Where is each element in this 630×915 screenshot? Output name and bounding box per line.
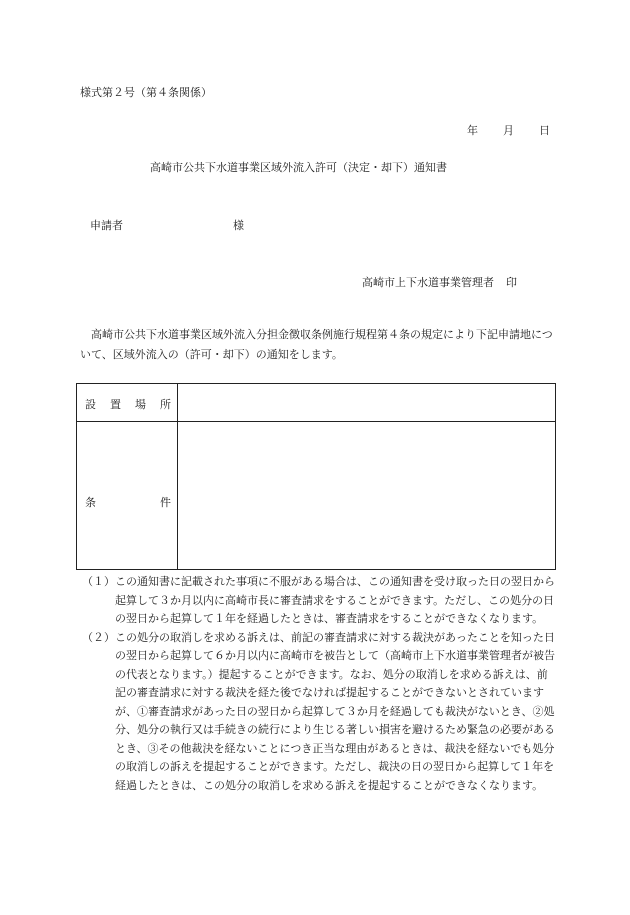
body-text: 高崎市公共下水道事業区域外流入分担金徴収条例施行規程第４条の規定により下記申請地について、区域外流入の（許可・却下）の通知をします。 bbox=[80, 328, 553, 361]
document-title: 高崎市公共下水道事業区域外流入許可（決定・却下）通知書 bbox=[150, 161, 447, 174]
form-number: 様式第２号（第４条関係） bbox=[80, 86, 212, 99]
date-day-label: 日 bbox=[539, 124, 550, 137]
conditions-label-char: 条 bbox=[85, 496, 96, 509]
table-row-divider bbox=[77, 421, 555, 422]
table-column-divider bbox=[177, 384, 178, 569]
issuer-seal: 印 bbox=[506, 276, 517, 289]
applicant-honorific: 様 bbox=[233, 219, 244, 232]
notes bbox=[82, 573, 556, 795]
date-line bbox=[467, 122, 550, 138]
location-label-char: 所 bbox=[160, 398, 171, 411]
location-label bbox=[85, 396, 171, 412]
issuer-line bbox=[362, 274, 517, 290]
applicant-line bbox=[90, 217, 244, 233]
note-text: この処分の取消しを求める訴えは、前記の審査請求に対する裁決があったことを知った日の翌日から起算して６か月以内に高崎市を被告として（高崎市上下水道事業管理者が被告の代表となります。）提起することができます。なお、処分の取消しを求める訴えは、前記の審査請求に対する裁決を経た後でなければ提起することができないとされていますが、①審査請求があった日の翌日から起算して３か月を経過しても裁決がないとき、②処分、処分の執行又は手続きの続行により生じる著しい損害を避けるため緊急の必要があるとき、③その他裁決を経ないことにつき正当な理由があるときは、裁決を経ないでも処分の取消しの訴えを提起することができます。ただし、裁決の日の翌日から起算して１年を経過したときは、この処分の取消しを求める訴えを提起することができなくなります。 bbox=[115, 630, 555, 792]
date-month-label: 月 bbox=[503, 124, 514, 137]
issuer-name: 高崎市上下水道事業管理者 bbox=[362, 276, 494, 289]
conditions-label-char: 件 bbox=[160, 496, 171, 509]
conditions-label bbox=[85, 494, 171, 510]
date-year-label: 年 bbox=[467, 124, 478, 137]
note-number: （２） bbox=[82, 630, 115, 644]
note-item bbox=[82, 573, 556, 629]
applicant-label: 申請者 bbox=[90, 219, 123, 232]
location-label-char: 置 bbox=[110, 398, 121, 411]
info-table bbox=[76, 383, 556, 570]
note-text: この通知書に記載された事項に不服がある場合は、この通知書を受け取った日の翌日から起算して３か月以内に高崎市長に審査請求をすることができます。ただし、この処分の日の翌日から起算して１年を経過したときは、審査請求をすることができなくなります。 bbox=[115, 575, 555, 625]
note-number: （１） bbox=[82, 575, 115, 588]
note-item bbox=[82, 629, 556, 796]
location-label-char: 場 bbox=[135, 398, 146, 411]
location-label-char: 設 bbox=[85, 398, 96, 411]
